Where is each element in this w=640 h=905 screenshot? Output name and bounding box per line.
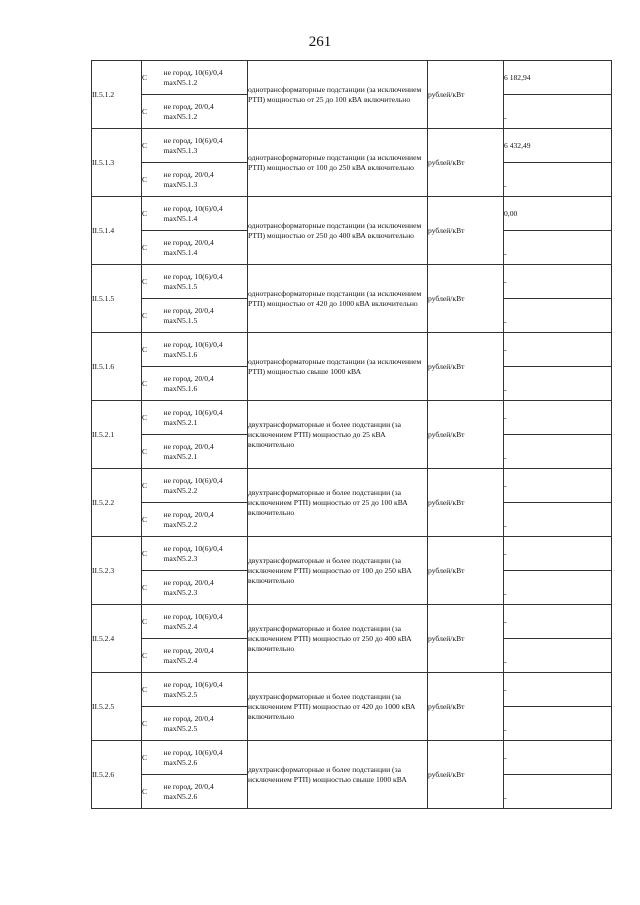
value-cell: - — [504, 401, 612, 435]
row-code: II.5.1.5 — [92, 265, 142, 333]
max-index-text: maxN5.1.4 — [163, 247, 198, 257]
zone-text: не город, 20/0,4 — [163, 645, 214, 655]
description-cell: однотрансформаторные подстанции (за исключением РТП) мощностью от 250 до 400 кВА включительно — [248, 197, 428, 265]
unit-cell: рублей/кВт — [428, 333, 504, 401]
table-row — [92, 265, 612, 299]
zone-cell — [164, 333, 248, 367]
value-cell: - — [504, 639, 612, 673]
description-cell: двухтрансформаторные и более подстанции (за исключением РТП) мощностью от 25 до 100 кВА включительно — [248, 469, 428, 537]
value-cell: - — [504, 231, 612, 265]
symbol-cell: С — [142, 231, 164, 265]
zone-text: не город, 20/0,4 — [163, 577, 214, 587]
description-cell: двухтрансформаторные и более подстанции (за исключением РТП) мощностью свыше 1000 кВА — [248, 741, 428, 809]
row-code: II.5.1.4 — [92, 197, 142, 265]
symbol-cell: С — [142, 537, 164, 571]
row-code: II.5.2.3 — [92, 537, 142, 605]
max-index-text: maxN5.2.6 — [163, 791, 198, 801]
zone-cell — [164, 61, 248, 95]
symbol-cell: С — [142, 775, 164, 809]
zone-cell — [164, 537, 248, 571]
zone-cell — [164, 673, 248, 707]
zone-text: не город, 20/0,4 — [163, 101, 214, 111]
zone-text: не город, 20/0,4 — [163, 781, 214, 791]
value-cell: - — [504, 435, 612, 469]
max-index-text: maxN5.1.2 — [163, 77, 198, 87]
unit-cell: рублей/кВт — [428, 673, 504, 741]
row-code: II.5.2.4 — [92, 605, 142, 673]
symbol-cell: С — [142, 741, 164, 775]
table-row — [92, 741, 612, 775]
max-index-text: maxN5.2.6 — [163, 757, 198, 767]
description-cell: однотрансформаторные подстанции (за исключением РТП) мощностью от 25 до 100 кВА включительно — [248, 61, 428, 129]
zone-cell — [164, 163, 248, 197]
table-row — [92, 401, 612, 435]
zone-cell — [164, 367, 248, 401]
zone-text: не город, 10(6)/0,4 — [163, 67, 223, 77]
value-cell: - — [504, 775, 612, 809]
value-cell: - — [504, 299, 612, 333]
max-index-text: maxN5.1.6 — [163, 349, 198, 359]
value-cell: 6 432,49 — [504, 129, 612, 163]
unit-cell: рублей/кВт — [428, 265, 504, 333]
zone-text: не город, 10(6)/0,4 — [163, 271, 223, 281]
max-index-text: maxN5.2.3 — [163, 587, 198, 597]
value-cell: - — [504, 503, 612, 537]
symbol-cell: С — [142, 673, 164, 707]
symbol-cell: С — [142, 95, 164, 129]
max-index-text: maxN5.1.3 — [163, 179, 198, 189]
zone-text: не город, 10(6)/0,4 — [163, 475, 223, 485]
max-index-text: maxN5.2.2 — [163, 519, 198, 529]
unit-cell: рублей/кВт — [428, 537, 504, 605]
row-code: II.5.2.1 — [92, 401, 142, 469]
table-row — [92, 537, 612, 571]
value-cell: - — [504, 605, 612, 639]
value-cell: 6 182,94 — [504, 61, 612, 95]
value-cell: - — [504, 571, 612, 605]
symbol-cell: С — [142, 61, 164, 95]
description-cell: однотрансформаторные подстанции (за исключением РТП) мощностью от 100 до 250 кВА включительно — [248, 129, 428, 197]
zone-cell — [164, 605, 248, 639]
row-code: II.5.1.6 — [92, 333, 142, 401]
value-cell: - — [504, 469, 612, 503]
max-index-text: maxN5.1.5 — [163, 281, 198, 291]
zone-text: не город, 20/0,4 — [163, 441, 214, 451]
unit-cell: рублей/кВт — [428, 61, 504, 129]
symbol-cell: С — [142, 299, 164, 333]
max-index-text: maxN5.2.4 — [163, 655, 198, 665]
unit-cell: рублей/кВт — [428, 741, 504, 809]
zone-cell — [164, 707, 248, 741]
table-row — [92, 129, 612, 163]
row-code: II.5.2.6 — [92, 741, 142, 809]
max-index-text: maxN5.2.2 — [163, 485, 198, 495]
row-code: II.5.2.5 — [92, 673, 142, 741]
symbol-cell: С — [142, 367, 164, 401]
zone-text: не город, 10(6)/0,4 — [163, 135, 223, 145]
value-cell: - — [504, 367, 612, 401]
max-index-text: maxN5.1.2 — [163, 111, 198, 121]
table-row — [92, 673, 612, 707]
unit-cell: рублей/кВт — [428, 197, 504, 265]
zone-cell — [164, 639, 248, 673]
table-row — [92, 333, 612, 367]
value-cell: - — [504, 741, 612, 775]
zone-text: не город, 20/0,4 — [163, 713, 214, 723]
zone-text: не город, 10(6)/0,4 — [163, 203, 223, 213]
zone-text: не город, 10(6)/0,4 — [163, 747, 223, 757]
description-cell: двухтрансформаторные и более подстанции (за исключением РТП) мощностью от 420 до 1000 кВА включительно — [248, 673, 428, 741]
symbol-cell: С — [142, 469, 164, 503]
zone-text: не город, 10(6)/0,4 — [163, 339, 223, 349]
zone-cell — [164, 265, 248, 299]
zone-cell — [164, 775, 248, 809]
zone-text: не город, 20/0,4 — [163, 237, 214, 247]
zone-cell — [164, 435, 248, 469]
value-cell: - — [504, 673, 612, 707]
zone-text: не город, 20/0,4 — [163, 509, 214, 519]
table-row — [92, 469, 612, 503]
zone-text: не город, 10(6)/0,4 — [163, 543, 223, 553]
description-cell: двухтрансформаторные и более подстанции (за исключением РТП) мощностью от 250 до 400 кВА включительно — [248, 605, 428, 673]
value-cell: 0,00 — [504, 197, 612, 231]
max-index-text: maxN5.2.3 — [163, 553, 198, 563]
unit-cell: рублей/кВт — [428, 605, 504, 673]
tariff-table — [91, 60, 612, 809]
zone-text: не город, 20/0,4 — [163, 169, 214, 179]
max-index-text: maxN5.1.6 — [163, 383, 198, 393]
max-index-text: maxN5.1.5 — [163, 315, 198, 325]
symbol-cell: С — [142, 197, 164, 231]
unit-cell: рублей/кВт — [428, 469, 504, 537]
symbol-cell: С — [142, 503, 164, 537]
description-cell: однотрансформаторные подстанции (за исключением РТП) мощностью свыше 1000 кВА — [248, 333, 428, 401]
row-code: II.5.1.3 — [92, 129, 142, 197]
zone-cell — [164, 95, 248, 129]
unit-cell: рублей/кВт — [428, 401, 504, 469]
value-cell: - — [504, 95, 612, 129]
row-code: II.5.2.2 — [92, 469, 142, 537]
zone-text: не город, 10(6)/0,4 — [163, 407, 223, 417]
zone-cell — [164, 469, 248, 503]
description-cell: двухтрансформаторные и более подстанции (за исключением РТП) мощностью от 100 до 250 кВА включительно — [248, 537, 428, 605]
zone-cell — [164, 571, 248, 605]
zone-cell — [164, 231, 248, 265]
row-code: II.5.1.2 — [92, 61, 142, 129]
value-cell: - — [504, 163, 612, 197]
zone-cell — [164, 299, 248, 333]
value-cell: - — [504, 537, 612, 571]
max-index-text: maxN5.1.4 — [163, 213, 198, 223]
value-cell: - — [504, 265, 612, 299]
description-cell: двухтрансформаторные и более подстанции (за исключением РТП) мощностью до 25 кВА включительно — [248, 401, 428, 469]
unit-cell: рублей/кВт — [428, 129, 504, 197]
zone-cell — [164, 503, 248, 537]
symbol-cell: С — [142, 333, 164, 367]
zone-text: не город, 20/0,4 — [163, 373, 214, 383]
max-index-text: maxN5.2.5 — [163, 723, 198, 733]
description-cell: однотрансформаторные подстанции (за исключением РТП) мощностью от 420 до 1000 кВА включительно — [248, 265, 428, 333]
symbol-cell: С — [142, 401, 164, 435]
max-index-text: maxN5.2.5 — [163, 689, 198, 699]
zone-cell — [164, 129, 248, 163]
tariff-table-body — [92, 61, 612, 809]
max-index-text: maxN5.1.3 — [163, 145, 198, 155]
symbol-cell: С — [142, 129, 164, 163]
max-index-text: maxN5.2.1 — [163, 417, 198, 427]
zone-cell — [164, 401, 248, 435]
zone-text: не город, 10(6)/0,4 — [163, 679, 223, 689]
symbol-cell: С — [142, 163, 164, 197]
symbol-cell: С — [142, 639, 164, 673]
zone-cell — [164, 197, 248, 231]
max-index-text: maxN5.2.1 — [163, 451, 198, 461]
symbol-cell: С — [142, 265, 164, 299]
symbol-cell: С — [142, 605, 164, 639]
symbol-cell: С — [142, 571, 164, 605]
table-row — [92, 605, 612, 639]
table-row — [92, 61, 612, 95]
page-number: 261 — [308, 34, 332, 50]
zone-text: не город, 20/0,4 — [163, 305, 214, 315]
value-cell: - — [504, 333, 612, 367]
table-row — [92, 197, 612, 231]
zone-cell — [164, 741, 248, 775]
symbol-cell: С — [142, 707, 164, 741]
symbol-cell: С — [142, 435, 164, 469]
max-index-text: maxN5.2.4 — [163, 621, 198, 631]
zone-text: не город, 10(6)/0,4 — [163, 611, 223, 621]
value-cell: - — [504, 707, 612, 741]
